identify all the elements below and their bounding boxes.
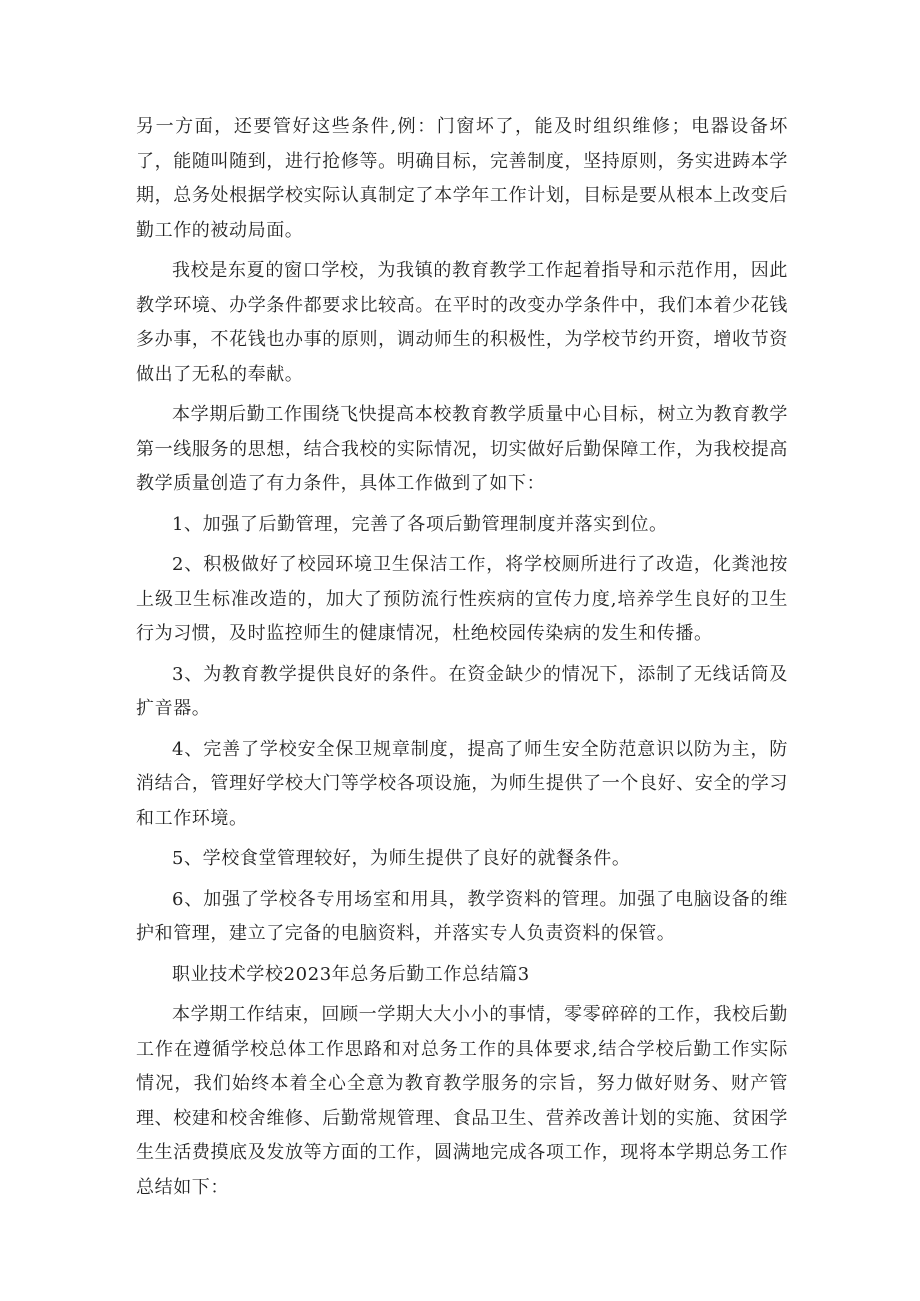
paragraph: 我校是东夏的窗口学校，为我镇的教育教学工作起着指导和示范作用，因此教学环境、办学条件都要求比较高。在平时的改变办学条件中，我们本着少花钱多办事，不花钱也办事的原则，调动师生的积极性，为学校节约开资，增收节资做出了无私的奉献。	[136, 260, 788, 385]
list-item: 1、加强了后勤管理，完善了各项后勤管理制度并落实到位。	[172, 513, 668, 535]
paragraph: 本学期后勤工作围绕飞快提高本校教育教学质量中心目标，树立为教育教学第一线服务的思想，结合我校的实际情况，切实做好后勤保障工作，为我校提高教学质量创造了有力条件，具体工作做到了如下：	[136, 404, 788, 494]
list-item: 5、学校食堂管理较好，为师生提供了良好的就餐条件。	[172, 848, 631, 869]
list-item: 4、完善了学校安全保卫规章制度，提高了师生安全防范意识以防为主，防消结合，管理好学校大门等学校各项设施，为师生提供了一个良好、安全的学习和工作环境。	[136, 738, 788, 829]
list-item: 6、加强了学校各专用场室和用具，教学资料的管理。加强了电脑设备的维护和管理，建立了完备的电脑资料，并落实专人负责资料的保管。	[136, 888, 788, 944]
list-item: 2、积极做好了校园环境卫生保洁工作，将学校厕所进行了改造，化粪池按上级卫生标准改造的，加大了预防流行性疾病的宣传力度,培养学生良好的卫生行为习惯，及时监控师生的健康情况，杜绝校园传染病的发生和传播。	[136, 554, 788, 644]
section-heading: 职业技术学校2023年总务后勤工作总结篇3	[172, 963, 530, 985]
paragraph: 本学期工作结束，回顾一学期大大小小的事情，零零碎碎的工作，我校后勤工作在遵循学校总体工作思路和对总务工作的具体要求,结合学校后勤工作实际情况，我们始终本着全心全意为教育教学服务的宗旨，努力做好财务、财产管理、校建和校舍维修、后勤常规管理、食品卫生、营养改善计划的实施、贫困学生生活费摸底及发放等方面的工作，圆满地完成各项工作，现将本学期总务工作总结如下：	[136, 1004, 788, 1198]
document-body	[136, 110, 788, 1211]
list-item: 3、为教育教学提供良好的条件。在资金缺少的情况下，添制了无线话筒及扩音器。	[136, 663, 788, 719]
paragraph: 另一方面，还要管好这些条件,例：门窗坏了，能及时组织维修；电器设备坏了，能随叫随到，进行抢修等。明确目标，完善制度，坚持原则，务实进踌本学期，总务处根据学校实际认真制定了本学年工作计划，目标是要从根本上改变后勤工作的被动局面。	[136, 116, 788, 241]
